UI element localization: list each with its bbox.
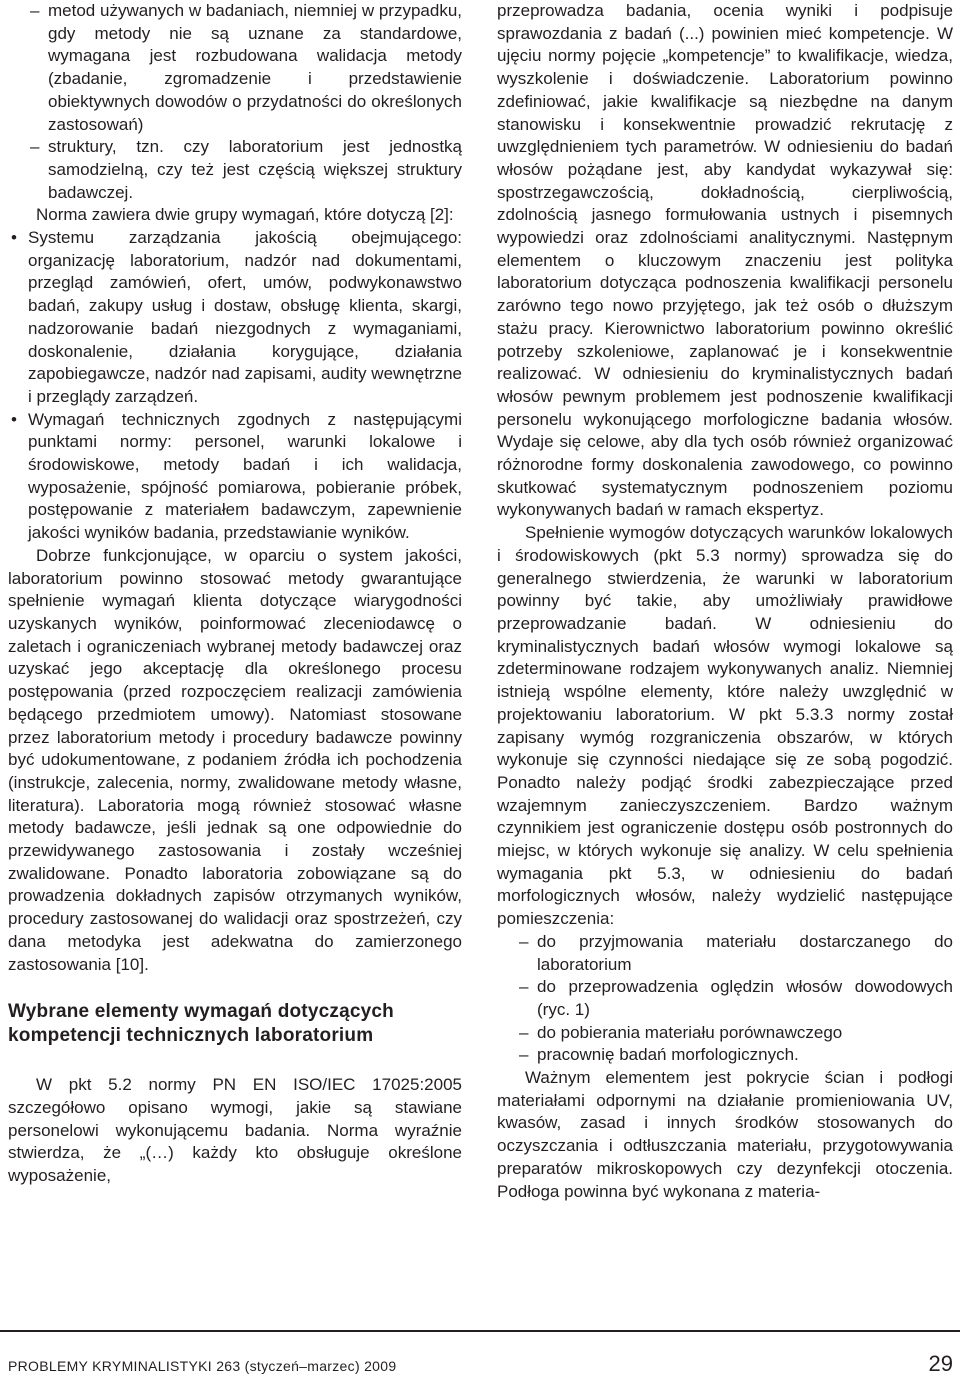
bullet-item-quality-system: • Systemu zarządzania jakością obejmującego: organizację laboratorium, nadzór nad dokumentami, przegląd zamówień, ofert, umów, podwykonawstwo badań, zakupy usług i dostaw, obsługę klienta, skargi, nadzorowanie badań niezgodnych z wymaganiami, doskonalenie, działania korygujące, działania zapobiegawcze, nadzór nad zapisami, audity wewnętrzne i przeglądy zarządzeń. [8,227,462,409]
bullet-item-technical-requirements: • Wymagań technicznych zgodnych z następującymi punktami normy: personel, warunki lokalowe i środowiskowe, metody badań i ich walidacja, wyposażenie, spójność pomiarowa, pobieranie próbek, postępowanie z materiałem badawczym, zapewnienie jakości wyników badania, przedstawianie wyników. [8,409,462,545]
dash-list-item: – do przeprowadzenia oględzin włosów dowodowych (ryc. 1) [497,976,953,1021]
paragraph-pkt-5-2: W pkt 5.2 normy PN EN ISO/IEC 17025:2005 szczegółowo opisano wymogi, jakie są stawiane personelowi wykonującemu badania. Norma wyraźnie stwierdza, że „(…) każdy kto obsługuje określone wyposażenie, [8,1075,462,1186]
paragraph-norma: Norma zawiera dwie grupy wymagań, które dotyczą [2]: [36,205,454,225]
footer-journal-title: PROBLEMY KRYMINALISTYKI 263 (styczeń–marzec) 2009 [8,1358,397,1374]
right-column [497,0,953,1203]
dash-list-item: – metod używanych w badaniach, niemniej w przypadku, gdy metody nie są uznane za standardowe, wymagana jest rozbudowana walidacja metody (zbadanie, zgromadzenie i przedstawienie obiektywnych dowodów o przydatności do określonych zastosowań) [8,0,462,136]
section-heading: Wybrane elementy wymagań dotyczących kompetencji technicznych laboratorium [8,1001,394,1047]
footer-divider [0,1330,960,1332]
paragraph-wazny: Ważnym elementem jest pokrycie ścian i podłogi materiałami odpornymi na działanie promieniowania UV, kwasów, zasad i innych środków stosowanych do oczyszczania i odtłuszczania materiału, przygotowywania preparatów mikroskopowych czy dezynfekcji otoczenia. Podłoga powinna być wykonana z materia- [497,1068,953,1201]
dash-list-item: – pracownię badań morfologicznych. [497,1044,953,1067]
paragraph-continuation: przeprowadza badania, ocenia wyniki i podpisuje sprawozdania z badań (...) powinien mieć kompetencje. W ujęciu normy pojęcie „kompetencje” to kwalifikacje, wiedza, wyszkolenie i doświadczenie. Laboratorium powinno zdefiniować, jakie kwalifikacje są niezbędne na danym stanowisku i konsekwentnie prowadzić rekrutację z uwzględnieniem tych parametrów. W odniesieniu do badań włosów pożądane jest, aby kandydat wykazywał się: spostrzegawczością, dokładnością, cierpliwością, zdolnością jasnego formułowania ustnych i pisemnych wypowiedzi oraz zdolnościami analitycznymi. Następnym elementem o kluczowym znaczeniu jest polityka laboratorium dotycząca podnoszenia kwalifikacji personelu zarówno tego nowo przyjętego, jak też osób o dłuższym stażu pracy. Kierownictwo laboratorium powinno określić potrzeby szkoleniowe, zaplanować je i konsekwentnie realizować. W odniesieniu do kryminalistycznych badań włosów pewnym problemem jest podnoszenie kwalifikacji personelu wykonującego morfologiczne badania włosów. Wydaje się celowe, aby dla tych osób również organizować różnorodne formy doskonalenia zawodowego, co powinno skutkować systematycznym podnoszeniem poziomu wykonywanych badań w ramach ekspertyz. [497,1,953,520]
dash-list-item: – do przyjmowania materiału dostarczanego do laboratorium [497,931,953,976]
dash-list-item: – struktury, tzn. czy laboratorium jest jednostką samodzielną, czy też jest częścią większej struktury badawczej. [8,136,462,204]
paragraph-spelnienie: Spełnienie wymogów dotyczących warunków lokalowych i środowiskowych (pkt 5.3 normy) sprowadza się do generalnego stwierdzenia, że warunki w laboratorium powinny być takie, aby umożliwiały prawidłowe przeprowadzanie badań. W odniesieniu do kryminalistycznych badań włosów wymogi lokalowe są zdeterminowane rodzajem wykonywanych analiz. Niemniej istnieją wspólne elementy, które należy uwzględnić w projektowaniu laboratorium. W pkt 5.3.3 normy został zapisany wymóg rozgraniczenia obszarów, w których wykonuje się czynności niedające się ze sobą pogodzić. Ponadto należy podjąć środki zabezpieczające przed wzajemnym zanieczyszczeniem. Bardzo ważnym czynnikiem jest ograniczenie dostępu osób postronnych do miejsc, w których wykonuje się analizy. W celu spełnienia wymagania pkt 5.3, w odniesieniu do badań morfologicznych włosów, należy wydzielić następujące pomieszczenia: [497,523,953,929]
page-number: 29 [928,1351,953,1376]
dash-list-item: – do pobierania materiału porównawczego [497,1022,953,1045]
paragraph-dobrze: Dobrze funkcjonujące, w oparciu o system jakości, laboratorium powinno stosować metody gwarantujące spełnienie wymagań klienta dotyczące wiarygodności uzyskanych wyników, poinformować zleceniodawcę o zaletach i ograniczeniach wybranej metody badawczej oraz uzyskać jego akceptację dla określonego procesu postępowania (przed rozpoczęciem realizacji zamówienia będącego przedmiotem umowy). Natomiast stosowane przez laboratorium metody i procedury badawcze powinny być udokumentowane, z podaniem źródła ich pochodzenia (instrukcje, zalecenia, normy, zwalidowane metody własne, literatura). Laboratoria mogą również stosować własne metody badawcze, jeśli jednak są one odpowiednie do przewidywanego zastosowania i zostały wcześniej zwalidowane. Ponadto laboratoria zobowiązane są do prowadzenia dokładnych zapisów otrzymanych wyników, procedury zastosowanej do walidacji oraz spostrzeżeń, czy dana metodyka jest adekwatna do zamierzonego zastosowania [10]. [8,545,462,974]
left-column [8,0,462,1188]
